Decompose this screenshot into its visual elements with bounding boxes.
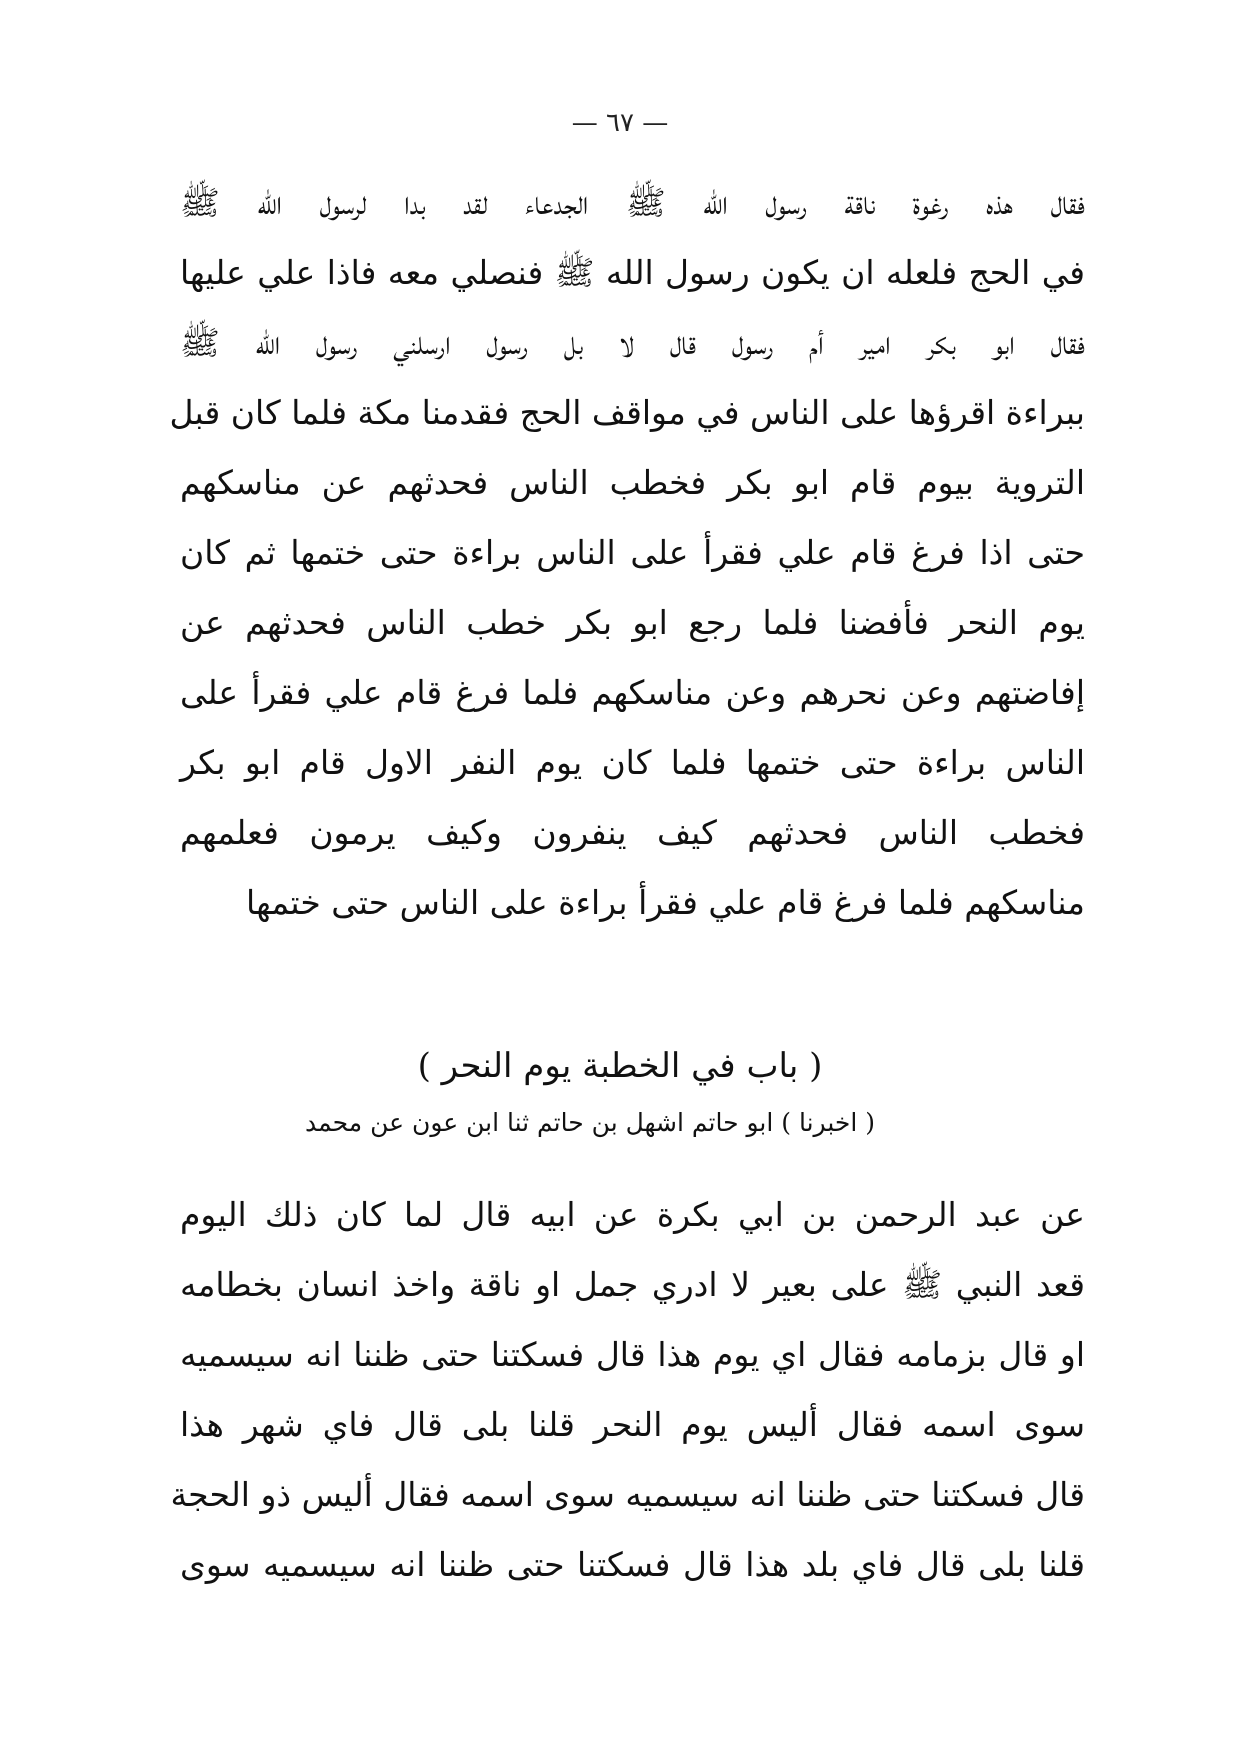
text-line: إفاضتهم وعن نحرهم وعن مناسكهم فلما فرغ قام علي فقرأ على	[180, 673, 1085, 712]
text-line: الناس براءة حتى ختمها فلما كان يوم النفر الاول قام ابو بكر	[180, 743, 1085, 782]
text-line: فقال ابو بكر امير أم رسول قال لا بل رسول ارسلني رسول الله ﷺ	[180, 323, 1085, 362]
isnad-line: ( اخبرنا ) ابو حاتم اشهل بن حاتم ثنا ابن عون عن محمد	[305, 1108, 875, 1137]
text-line: ببراءة اقرؤها على الناس في مواقف الحج فقدمنا مكة فلما كان قبل	[169, 393, 1085, 432]
text-line: قال فسكتنا حتى ظننا انه سيسميه سوى اسمه فقال أليس ذو الحجة	[170, 1475, 1085, 1514]
body-text-section-2	[170, 1180, 1085, 1600]
text-line: حتى اذا فرغ قام علي فقرأ على الناس براءة حتى ختمها ثم كان	[180, 533, 1085, 572]
body-text-section-1	[169, 168, 1085, 938]
text-line: قعد النبي ﷺ على بعير لا ادري جمل او ناقة واخذ انسان بخطامه	[180, 1265, 1085, 1304]
text-line: فخطب الناس فحدثهم كيف ينفرون وكيف يرمون فعلمهم	[180, 813, 1085, 852]
text-line: التروية بيوم قام ابو بكر فخطب الناس فحدثهم عن مناسكهم	[180, 463, 1085, 502]
text-line: او قال بزمامه فقال اي يوم هذا قال فسكتنا حتى ظننا انه سيسميه	[180, 1335, 1085, 1374]
text-line: عن عبد الرحمن بن ابي بكرة عن ابيه قال لما كان ذلك اليوم	[180, 1195, 1085, 1234]
chapter-heading: ( باب في الخطبة يوم النحر )	[417, 1046, 823, 1086]
text-line: يوم النحر فأفضنا فلما رجع ابو بكر خطب الناس فحدثهم عن	[180, 603, 1085, 642]
text-line: فقال هذه رغوة ناقة رسول الله ﷺ الجدعاء لقد بدا لرسول الله ﷺ	[180, 183, 1085, 222]
text-line: في الحج فلعله ان يكون رسول الله ﷺ فنصلي معه فاذا علي عليها	[180, 253, 1085, 292]
text-line: مناسكهم فلما فرغ قام علي فقرأ براءة على الناس حتى ختمها	[246, 883, 1085, 922]
text-line: سوى اسمه فقال أليس يوم النحر قلنا بلى قال فاي شهر هذا	[180, 1405, 1085, 1444]
page-number: — ٦٧ —	[571, 108, 669, 138]
text-line: قلنا بلى قال فاي بلد هذا قال فسكتنا حتى ظننا انه سيسميه سوى	[180, 1545, 1085, 1584]
